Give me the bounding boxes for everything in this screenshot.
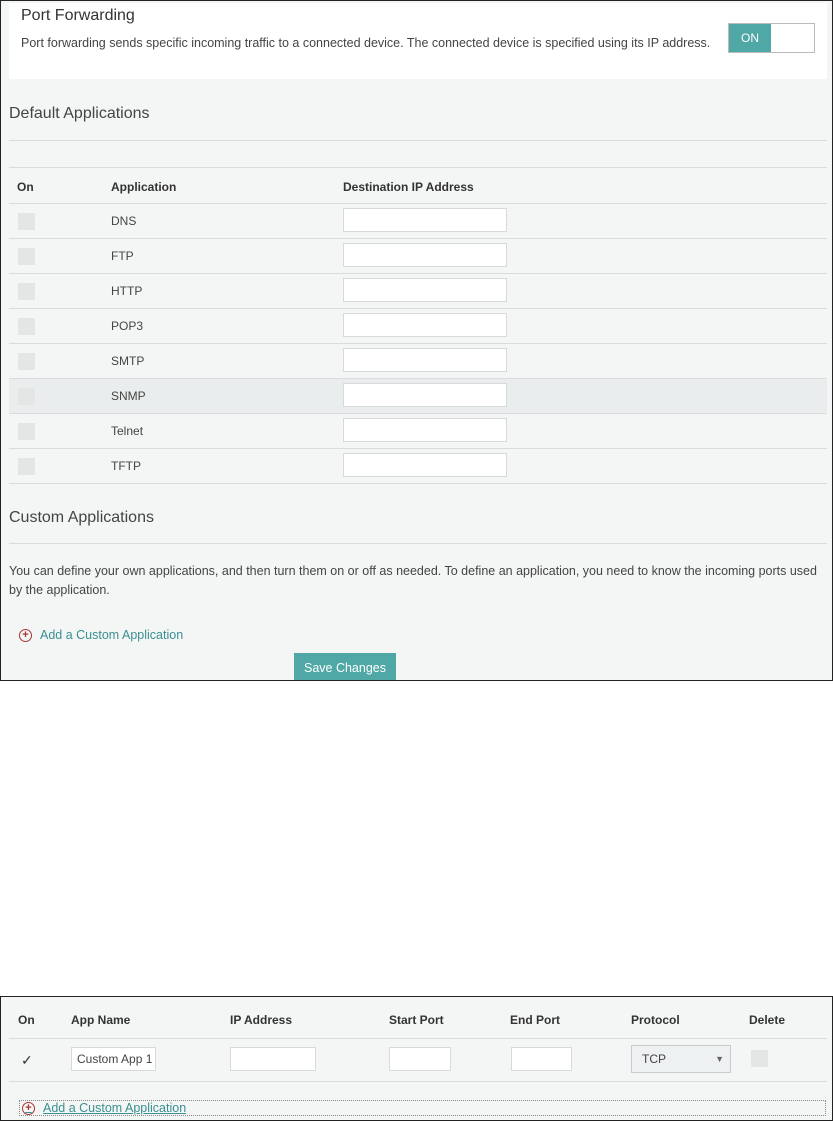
- destination-ip-input[interactable]: [343, 348, 507, 372]
- destination-ip-input[interactable]: [343, 243, 507, 267]
- table-row: [9, 1038, 827, 1082]
- column-header-on: On: [17, 180, 34, 194]
- custom-applications-title: Custom Applications: [9, 509, 154, 526]
- chevron-down-icon: ▼: [715, 1054, 724, 1064]
- table-row: [9, 449, 827, 484]
- application-name: SNMP: [111, 389, 146, 403]
- add-custom-application-link[interactable]: [19, 628, 183, 642]
- column-header-application: Application: [111, 180, 177, 194]
- table-row: [9, 379, 827, 414]
- checkmark-icon[interactable]: ✓: [21, 1052, 33, 1068]
- application-name: Telnet: [111, 424, 144, 438]
- port-forwarding-header: [9, 3, 827, 79]
- ip-address-input[interactable]: [230, 1047, 316, 1071]
- start-port-input[interactable]: [389, 1047, 451, 1071]
- enable-checkbox[interactable]: [18, 423, 35, 440]
- enable-checkbox[interactable]: [18, 388, 35, 405]
- table-row: [9, 204, 827, 239]
- column-header-destination-ip: Destination IP Address: [343, 180, 474, 194]
- destination-ip-input[interactable]: [343, 208, 507, 232]
- table-row: [9, 309, 827, 344]
- default-applications-title: Default Applications: [9, 105, 150, 122]
- plus-circle-icon: +: [22, 1102, 35, 1115]
- table-row: [9, 414, 827, 449]
- application-name: HTTP: [111, 284, 143, 298]
- application-name: DNS: [111, 214, 137, 228]
- page-title: Port Forwarding: [21, 7, 135, 24]
- plus-circle-icon: +: [19, 629, 32, 642]
- app-name-input[interactable]: Custom App 1: [71, 1047, 156, 1071]
- custom-applications-table-panel: [0, 996, 833, 1121]
- enable-checkbox[interactable]: [18, 248, 35, 265]
- divider: [9, 167, 827, 168]
- enable-checkbox[interactable]: [18, 318, 35, 335]
- add-custom-application-link[interactable]: [19, 1100, 826, 1116]
- column-header-protocol: Protocol: [631, 1013, 680, 1027]
- destination-ip-input[interactable]: [343, 383, 507, 407]
- column-header-delete: Delete: [749, 1013, 786, 1027]
- delete-checkbox[interactable]: [751, 1050, 768, 1067]
- column-header-app-name: App Name: [71, 1013, 131, 1027]
- enable-checkbox[interactable]: [18, 353, 35, 370]
- enable-checkbox[interactable]: [18, 283, 35, 300]
- destination-ip-input[interactable]: [343, 418, 507, 442]
- end-port-input[interactable]: [511, 1047, 572, 1071]
- protocol-select[interactable]: [631, 1045, 731, 1073]
- save-changes-button[interactable]: Save Changes: [294, 653, 396, 681]
- table-row: [9, 274, 827, 309]
- protocol-value: TCP: [642, 1052, 666, 1066]
- custom-applications-description: You can define your own applications, and then turn them on or off as needed. To define an application, you need to know the incoming ports used by the application.: [9, 564, 817, 597]
- enable-checkbox[interactable]: [18, 213, 35, 230]
- add-custom-application-label: Add a Custom Application: [40, 628, 184, 642]
- port-forwarding-description: Port forwarding sends specific incoming traffic to a connected device. The connected device is specified using its IP address.: [21, 36, 711, 50]
- application-name: FTP: [111, 249, 134, 263]
- application-name: POP3: [111, 319, 144, 333]
- add-custom-application-label: Add a Custom Application: [43, 1101, 187, 1115]
- destination-ip-input[interactable]: [343, 278, 507, 302]
- table-row: [9, 344, 827, 379]
- destination-ip-input[interactable]: [343, 313, 507, 337]
- port-forwarding-toggle[interactable]: [728, 23, 815, 53]
- application-name: TFTP: [111, 459, 141, 473]
- application-name: SMTP: [111, 354, 145, 368]
- column-header-on: On: [18, 1013, 35, 1027]
- toggle-on-label: ON: [729, 24, 771, 52]
- column-header-end-port: End Port: [510, 1013, 560, 1027]
- column-header-ip-address: IP Address: [230, 1013, 293, 1027]
- enable-checkbox[interactable]: [18, 458, 35, 475]
- column-header-start-port: Start Port: [389, 1013, 444, 1027]
- divider: [9, 543, 827, 544]
- destination-ip-input[interactable]: [343, 453, 507, 477]
- divider: [9, 140, 827, 141]
- table-row: [9, 239, 827, 274]
